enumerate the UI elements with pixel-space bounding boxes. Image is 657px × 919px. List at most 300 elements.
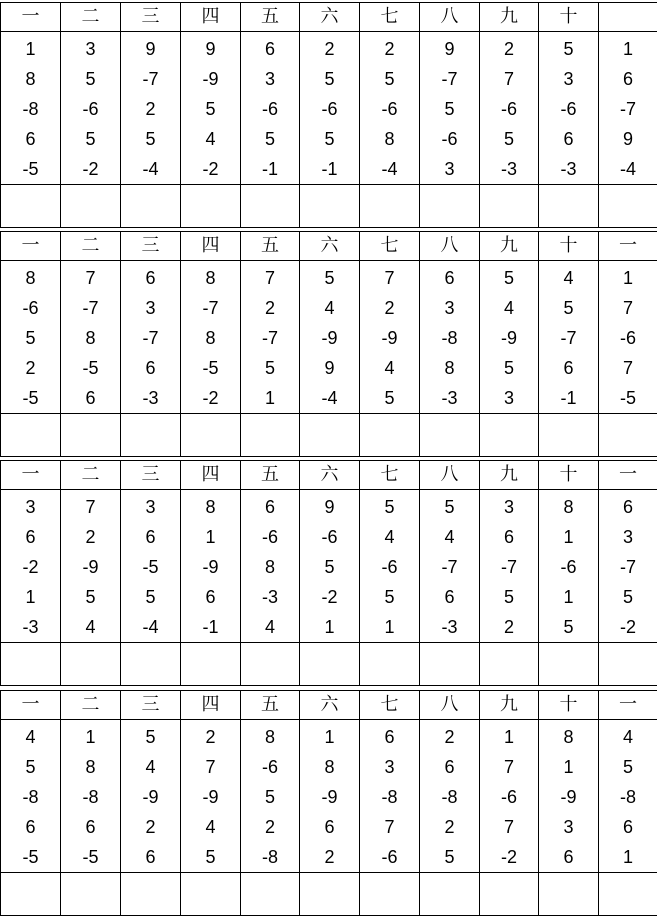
number-value: 4 <box>622 727 633 747</box>
number-value: -5 <box>202 358 219 378</box>
problem-cell <box>360 720 420 873</box>
column-header: 九 <box>480 3 539 32</box>
number-value: 5 <box>503 268 514 288</box>
number-value: 5 <box>85 587 96 607</box>
number-value: -6 <box>381 847 398 867</box>
answer-cell[interactable] <box>241 185 300 228</box>
answer-cell[interactable] <box>360 185 420 228</box>
problem-block-2 <box>0 231 657 457</box>
answer-cell[interactable] <box>241 643 300 686</box>
number-value: 3 <box>85 39 96 59</box>
answer-cell[interactable] <box>181 185 241 228</box>
number-value: 4 <box>205 817 216 837</box>
number-value: -8 <box>261 847 278 867</box>
answer-cell[interactable] <box>420 873 480 916</box>
number-value: 1 <box>324 727 335 747</box>
number-value: -4 <box>381 159 398 179</box>
number-value: -8 <box>22 787 39 807</box>
column-header: 四 <box>181 691 241 720</box>
number-value: 6 <box>264 39 275 59</box>
number-value: 1 <box>622 847 633 867</box>
number-value: 2 <box>444 817 455 837</box>
number-value: 5 <box>25 328 36 348</box>
number-value: 4 <box>145 757 156 777</box>
number-value: 5 <box>264 129 275 149</box>
answer-cell[interactable] <box>121 873 181 916</box>
number-value: 5 <box>622 587 633 607</box>
problem-cell <box>181 490 241 643</box>
column-header: 十 <box>539 461 599 490</box>
number-value: 9 <box>145 39 156 59</box>
problem-cell <box>181 261 241 414</box>
number-value: 2 <box>25 358 36 378</box>
number-value: -5 <box>142 557 159 577</box>
problem-block-3 <box>0 460 657 686</box>
column-header: 二 <box>61 461 121 490</box>
number-value: -9 <box>82 557 99 577</box>
number-value: -5 <box>22 159 39 179</box>
number-value: -7 <box>142 69 159 89</box>
problem-cell <box>300 32 360 185</box>
column-header: 九 <box>480 461 539 490</box>
number-value: 6 <box>622 817 633 837</box>
answer-cell[interactable] <box>241 873 300 916</box>
number-value: -6 <box>22 298 39 318</box>
number-value: -7 <box>619 557 636 577</box>
number-value: 3 <box>145 298 156 318</box>
column-header: 一 <box>599 232 657 261</box>
answer-cell[interactable] <box>480 643 539 686</box>
number-value: -8 <box>381 787 398 807</box>
problem-cell <box>599 261 657 414</box>
problem-cell <box>300 720 360 873</box>
problem-cell <box>300 261 360 414</box>
answer-cell[interactable] <box>1 643 61 686</box>
answer-row <box>1 873 657 916</box>
answer-cell[interactable] <box>61 643 121 686</box>
answer-cell[interactable] <box>61 414 121 457</box>
answer-cell[interactable] <box>539 414 599 457</box>
column-header: 八 <box>420 691 480 720</box>
answer-cell[interactable] <box>599 643 657 686</box>
problem-cell <box>539 261 599 414</box>
column-header: 五 <box>241 691 300 720</box>
number-value: 8 <box>205 328 216 348</box>
problem-cell <box>1 490 61 643</box>
number-value: 1 <box>563 757 574 777</box>
problem-cell <box>121 261 181 414</box>
problem-cell <box>61 490 121 643</box>
problem-cell <box>61 32 121 185</box>
answer-cell[interactable] <box>1 873 61 916</box>
column-header: 一 <box>1 691 61 720</box>
number-value: 6 <box>85 817 96 837</box>
number-value: 7 <box>384 817 395 837</box>
number-value: 2 <box>145 99 156 119</box>
number-value: 7 <box>205 757 216 777</box>
column-header: 十 <box>539 691 599 720</box>
problem-cell <box>420 490 480 643</box>
answer-cell[interactable] <box>1 185 61 228</box>
number-value: 1 <box>205 527 216 547</box>
answer-cell[interactable] <box>539 873 599 916</box>
number-value: 6 <box>622 497 633 517</box>
problem-cell <box>61 261 121 414</box>
number-value: 6 <box>563 358 574 378</box>
number-value: 6 <box>563 847 574 867</box>
number-value: 5 <box>264 787 275 807</box>
answer-cell[interactable] <box>300 643 360 686</box>
number-value: 4 <box>563 268 574 288</box>
problem-cell <box>121 720 181 873</box>
number-value: 4 <box>25 727 36 747</box>
number-value: 6 <box>444 757 455 777</box>
number-value: 7 <box>264 268 275 288</box>
number-value: -2 <box>619 617 636 637</box>
answer-cell[interactable] <box>599 185 657 228</box>
number-value: 2 <box>384 39 395 59</box>
number-value: 5 <box>85 69 96 89</box>
answer-cell[interactable] <box>61 873 121 916</box>
answer-cell[interactable] <box>420 643 480 686</box>
number-value: -4 <box>321 388 338 408</box>
number-value: 2 <box>264 298 275 318</box>
number-value: -6 <box>261 757 278 777</box>
number-value: 6 <box>444 587 455 607</box>
number-value: 4 <box>384 527 395 547</box>
number-value: -1 <box>261 159 278 179</box>
number-value: 3 <box>264 69 275 89</box>
number-value: -5 <box>22 847 39 867</box>
number-value: -6 <box>441 129 458 149</box>
number-value: 3 <box>622 527 633 547</box>
number-value: 3 <box>25 497 36 517</box>
number-value: 9 <box>205 39 216 59</box>
number-value: 7 <box>503 817 514 837</box>
header-row <box>1 691 657 720</box>
number-value: -5 <box>82 847 99 867</box>
number-value: -9 <box>500 328 517 348</box>
number-value: 5 <box>384 497 395 517</box>
number-value: 5 <box>622 757 633 777</box>
column-header: 十 <box>539 232 599 261</box>
number-value: -4 <box>142 159 159 179</box>
number-value: 6 <box>622 69 633 89</box>
number-value: -9 <box>202 787 219 807</box>
problem-cell <box>241 490 300 643</box>
number-value: 9 <box>324 358 335 378</box>
number-value: -8 <box>441 328 458 348</box>
column-header: 五 <box>241 461 300 490</box>
number-value: 5 <box>205 99 216 119</box>
number-value: 5 <box>145 727 156 747</box>
number-value: -9 <box>142 787 159 807</box>
number-value: 5 <box>563 39 574 59</box>
number-value: 1 <box>622 39 633 59</box>
number-value: -3 <box>22 617 39 637</box>
number-value: 2 <box>145 817 156 837</box>
number-value: 8 <box>324 757 335 777</box>
number-value: 1 <box>503 727 514 747</box>
column-header: 一 <box>1 461 61 490</box>
number-value: 5 <box>145 587 156 607</box>
answer-cell[interactable] <box>121 185 181 228</box>
problem-cell <box>480 720 539 873</box>
header-row <box>1 232 657 261</box>
number-value: 8 <box>85 757 96 777</box>
number-value: 6 <box>563 129 574 149</box>
number-value: -7 <box>441 557 458 577</box>
number-value: 2 <box>85 527 96 547</box>
answer-cell[interactable] <box>360 873 420 916</box>
problem-cell <box>121 490 181 643</box>
column-header: 六 <box>300 691 360 720</box>
number-value: 7 <box>622 298 633 318</box>
number-value: -9 <box>321 787 338 807</box>
answer-cell[interactable] <box>539 643 599 686</box>
problem-cell <box>480 32 539 185</box>
number-value: 7 <box>503 69 514 89</box>
answer-row <box>1 185 657 228</box>
answer-cell[interactable] <box>420 414 480 457</box>
column-header: 五 <box>241 3 300 32</box>
number-value: 6 <box>145 268 156 288</box>
problem-block-4 <box>0 690 657 916</box>
number-value: 8 <box>25 69 36 89</box>
number-value: 5 <box>324 69 335 89</box>
column-header: 一 <box>599 461 657 490</box>
answer-cell[interactable] <box>61 185 121 228</box>
number-value: -1 <box>202 617 219 637</box>
answer-cell[interactable] <box>181 873 241 916</box>
number-value: -5 <box>82 358 99 378</box>
number-value: -5 <box>619 388 636 408</box>
answer-cell[interactable] <box>181 414 241 457</box>
number-value: 5 <box>384 69 395 89</box>
number-value: 8 <box>444 358 455 378</box>
answer-cell[interactable] <box>300 414 360 457</box>
number-value: 2 <box>503 617 514 637</box>
number-value: -4 <box>619 159 636 179</box>
column-header: 七 <box>360 232 420 261</box>
number-value: 6 <box>444 268 455 288</box>
answer-row <box>1 414 657 457</box>
number-value: 4 <box>324 298 335 318</box>
problem-cell <box>599 490 657 643</box>
number-value: 3 <box>563 817 574 837</box>
number-value: 7 <box>622 358 633 378</box>
answer-cell[interactable] <box>480 414 539 457</box>
number-value: 8 <box>25 268 36 288</box>
number-value: 6 <box>384 727 395 747</box>
problem-cell <box>241 32 300 185</box>
number-value: 4 <box>384 358 395 378</box>
problem-cell <box>300 490 360 643</box>
column-header: 一 <box>1 3 61 32</box>
number-value: -3 <box>142 388 159 408</box>
numbers-row <box>1 261 657 414</box>
number-value: -2 <box>321 587 338 607</box>
problem-cell <box>480 490 539 643</box>
number-value: 1 <box>25 587 36 607</box>
number-value: -6 <box>261 527 278 547</box>
number-value: 1 <box>264 388 275 408</box>
problem-cell <box>360 32 420 185</box>
number-value: -2 <box>500 847 517 867</box>
number-value: 6 <box>145 847 156 867</box>
number-value: -4 <box>142 617 159 637</box>
problem-cell <box>420 261 480 414</box>
problem-cell <box>61 720 121 873</box>
number-value: 5 <box>503 358 514 378</box>
answer-cell[interactable] <box>480 873 539 916</box>
problem-cell <box>420 32 480 185</box>
number-value: 6 <box>264 497 275 517</box>
number-value: 5 <box>25 757 36 777</box>
number-value: -6 <box>560 99 577 119</box>
problem-cell <box>181 32 241 185</box>
number-value: 8 <box>205 497 216 517</box>
column-header: 六 <box>300 232 360 261</box>
column-header: 十 <box>539 3 599 32</box>
column-header: 三 <box>121 232 181 261</box>
problem-cell <box>539 720 599 873</box>
answer-cell[interactable] <box>360 643 420 686</box>
problem-cell <box>420 720 480 873</box>
number-value: 5 <box>145 129 156 149</box>
number-value: 5 <box>563 298 574 318</box>
number-value: 6 <box>25 129 36 149</box>
column-header <box>599 3 657 32</box>
column-header: 六 <box>300 461 360 490</box>
number-value: -6 <box>500 99 517 119</box>
number-value: 3 <box>145 497 156 517</box>
number-value: -2 <box>22 557 39 577</box>
number-value: 9 <box>324 497 335 517</box>
number-value: 7 <box>384 268 395 288</box>
number-value: -7 <box>82 298 99 318</box>
answer-cell[interactable] <box>599 873 657 916</box>
number-value: 1 <box>324 617 335 637</box>
column-header: 四 <box>181 232 241 261</box>
number-value: 1 <box>25 39 36 59</box>
number-value: 1 <box>563 527 574 547</box>
column-header: 二 <box>61 691 121 720</box>
number-value: -3 <box>261 587 278 607</box>
number-value: 1 <box>85 727 96 747</box>
number-value: -6 <box>619 328 636 348</box>
number-value: 8 <box>205 268 216 288</box>
number-value: -3 <box>560 159 577 179</box>
answer-cell[interactable] <box>121 643 181 686</box>
number-value: 3 <box>384 757 395 777</box>
problem-cell <box>1 261 61 414</box>
number-value: -6 <box>321 527 338 547</box>
header-row <box>1 461 657 490</box>
number-value: -6 <box>560 557 577 577</box>
number-value: 7 <box>85 497 96 517</box>
number-value: 6 <box>205 587 216 607</box>
problem-block-1 <box>0 2 657 228</box>
number-value: -8 <box>82 787 99 807</box>
column-header: 七 <box>360 691 420 720</box>
number-value: 5 <box>563 617 574 637</box>
number-value: 5 <box>85 129 96 149</box>
number-value: -9 <box>381 328 398 348</box>
number-value: 1 <box>384 617 395 637</box>
numbers-row <box>1 720 657 873</box>
number-value: 4 <box>205 129 216 149</box>
number-value: 5 <box>444 497 455 517</box>
number-value: -3 <box>441 617 458 637</box>
answer-cell[interactable] <box>599 414 657 457</box>
answer-cell[interactable] <box>300 873 360 916</box>
number-value: -6 <box>381 557 398 577</box>
number-value: -3 <box>500 159 517 179</box>
number-value: -5 <box>22 388 39 408</box>
column-header: 四 <box>181 461 241 490</box>
problem-cell <box>181 720 241 873</box>
number-value: 2 <box>264 817 275 837</box>
answer-cell[interactable] <box>539 185 599 228</box>
answer-cell[interactable] <box>360 414 420 457</box>
answer-cell[interactable] <box>300 185 360 228</box>
problem-cell <box>241 261 300 414</box>
number-value: 6 <box>25 817 36 837</box>
number-value: 8 <box>264 727 275 747</box>
number-value: -7 <box>619 99 636 119</box>
column-header: 五 <box>241 232 300 261</box>
number-value: -2 <box>202 159 219 179</box>
number-value: 3 <box>444 298 455 318</box>
number-value: -2 <box>202 388 219 408</box>
number-value: 8 <box>85 328 96 348</box>
answer-cell[interactable] <box>480 185 539 228</box>
column-header: 三 <box>121 3 181 32</box>
number-value: 8 <box>264 557 275 577</box>
number-value: 6 <box>85 388 96 408</box>
number-value: 2 <box>444 727 455 747</box>
column-header: 八 <box>420 3 480 32</box>
column-header: 九 <box>480 691 539 720</box>
answer-cell[interactable] <box>121 414 181 457</box>
answer-cell[interactable] <box>1 414 61 457</box>
number-value: -2 <box>82 159 99 179</box>
answer-cell[interactable] <box>241 414 300 457</box>
column-header: 三 <box>121 461 181 490</box>
answer-cell[interactable] <box>181 643 241 686</box>
column-header: 四 <box>181 3 241 32</box>
number-value: 5 <box>503 129 514 149</box>
numbers-row <box>1 490 657 643</box>
number-value: 7 <box>503 757 514 777</box>
number-value: -6 <box>321 99 338 119</box>
column-header: 八 <box>420 232 480 261</box>
column-header: 一 <box>1 232 61 261</box>
number-value: -7 <box>261 328 278 348</box>
number-value: -9 <box>321 328 338 348</box>
column-header: 三 <box>121 691 181 720</box>
number-value: 6 <box>145 527 156 547</box>
problem-cell <box>360 261 420 414</box>
number-value: 6 <box>503 527 514 547</box>
problem-cell <box>539 32 599 185</box>
number-value: 9 <box>444 39 455 59</box>
number-value: 6 <box>145 358 156 378</box>
number-value: 1 <box>622 268 633 288</box>
answer-cell[interactable] <box>420 185 480 228</box>
number-value: 6 <box>324 817 335 837</box>
